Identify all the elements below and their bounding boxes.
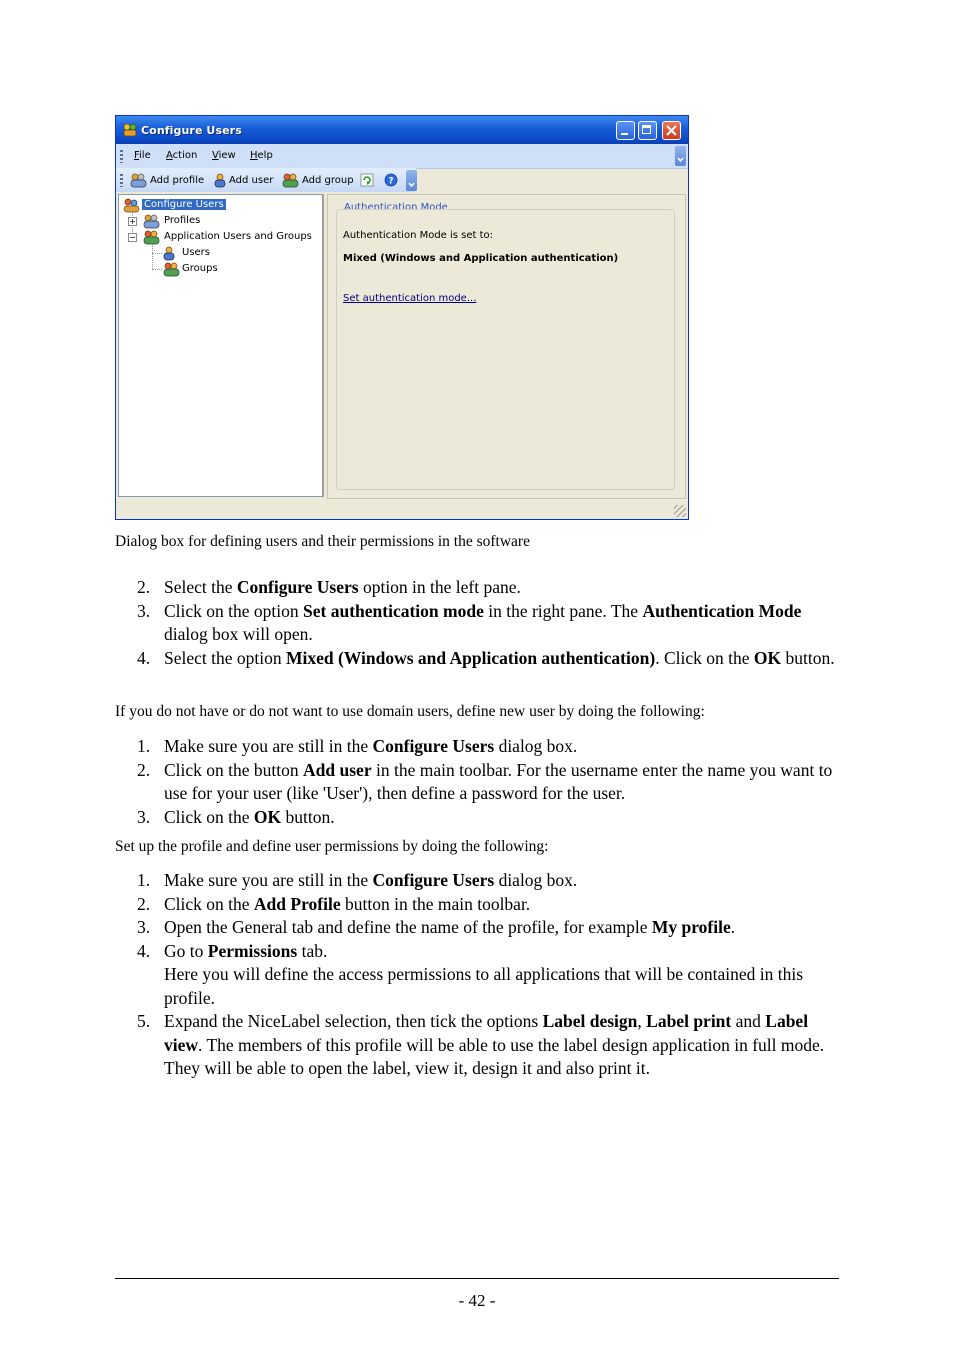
svg-text:?: ? <box>388 176 394 187</box>
list-item-text: dialog box will open. <box>164 624 313 644</box>
users-key-icon <box>122 122 138 138</box>
tree-pane[interactable] <box>118 194 324 497</box>
profiles-icon <box>143 214 160 229</box>
list-item-text: Click on the button <box>164 759 304 780</box>
refresh-icon <box>360 173 374 187</box>
tree-profiles-label: Profiles <box>164 215 201 226</box>
add-profile-label: Add profile <box>150 175 205 186</box>
minimize-icon <box>621 133 628 135</box>
list-item-number: 1. <box>137 870 151 890</box>
bold-text: Set authentication mode <box>303 600 484 621</box>
list-item-text: button. <box>281 806 335 827</box>
footer-rule <box>115 1278 839 1279</box>
chevron-down-icon <box>406 170 417 191</box>
window-body <box>116 192 688 519</box>
tree-connector <box>152 241 153 269</box>
bold-text: Add Profile <box>253 893 341 914</box>
menu-file[interactable]: File <box>134 150 151 161</box>
tree-item-groups[interactable] <box>163 262 263 276</box>
list-item <box>115 759 840 806</box>
auth-mode-value: Mixed (Windows and Application authentication) <box>343 253 619 264</box>
main-toolbar <box>116 168 416 192</box>
toolbar-overflow-chevron[interactable] <box>406 170 417 191</box>
auth-mode-section-title: Authentication Mode <box>344 202 448 213</box>
list-item-text: Expand the NiceLabel selection, then tick the options <box>164 1011 543 1031</box>
list-item-text: Make sure you are still in the <box>164 870 373 890</box>
app-users-groups-icon <box>143 230 160 245</box>
bold-text: Configure Users <box>372 870 495 890</box>
auth-mode-label: Authentication Mode is set to: <box>343 230 494 241</box>
bold-text: Label view <box>164 1011 809 1055</box>
menu-view[interactable]: View <box>212 150 236 161</box>
list-item-text: button. <box>781 647 835 668</box>
list-item-number: 3. <box>137 806 151 827</box>
list-item-number: 4. <box>137 647 151 668</box>
steps-list-new-user <box>115 735 840 829</box>
title-bar[interactable] <box>116 116 688 144</box>
tree-users-label: Users <box>182 247 211 258</box>
list-item-text: in the right pane. The <box>483 600 643 621</box>
list-item <box>115 600 840 647</box>
list-item-number: 2. <box>137 759 151 780</box>
list-item-number: 3. <box>137 917 151 937</box>
bold-text: My profile <box>651 917 731 937</box>
list-item-text: , <box>637 1011 647 1031</box>
bold-text: Add user <box>303 759 372 780</box>
bold-text: Authentication Mode <box>642 600 802 621</box>
tree-groups-label: Groups <box>182 263 218 274</box>
resize-grip[interactable] <box>674 505 686 517</box>
tree-app-users-groups-label: Application Users and Groups <box>164 231 312 242</box>
bold-text: Label design <box>542 1011 638 1031</box>
list-item <box>115 735 840 759</box>
list-item-text: and <box>731 1011 766 1031</box>
menu-grip[interactable] <box>120 150 123 163</box>
add-user-label: Add user <box>229 175 274 186</box>
add-group-label: Add group <box>302 175 354 186</box>
help-icon <box>384 173 398 187</box>
expand-plus-icon[interactable]: + <box>129 217 136 226</box>
list-item-text: option in the left pane. <box>358 577 521 597</box>
toolbar-grip[interactable] <box>120 174 123 187</box>
steps-list-authentication <box>115 576 840 670</box>
configure-users-window <box>115 115 689 520</box>
tree-connector <box>152 269 162 270</box>
list-item <box>115 647 840 671</box>
paragraph-profile: Set up the profile and define user permissions by doing the following: <box>115 838 549 855</box>
add-group-button[interactable] <box>282 173 354 189</box>
list-item-text: dialog box. <box>494 736 578 756</box>
tree-item-profiles[interactable] <box>128 214 308 228</box>
list-item <box>115 916 840 940</box>
minimize-button[interactable] <box>616 121 635 140</box>
list-item-number: 3. <box>137 600 151 621</box>
page-number: - 42 - <box>458 1291 496 1310</box>
help-button[interactable] <box>384 173 401 189</box>
list-item <box>115 576 840 600</box>
list-item <box>115 869 840 893</box>
steps-list-profile <box>115 869 840 1081</box>
list-item-text: . The members of this profile will be able to use the label design application in full mode. They will be able to open the label, view it, design it and also print it. <box>164 1034 825 1078</box>
add-profile-icon <box>130 173 147 188</box>
tree-root-label: Configure Users <box>144 199 224 210</box>
list-item-number: 5. <box>137 1011 151 1031</box>
set-auth-mode-link[interactable]: Set authentication mode... <box>343 293 477 304</box>
bold-text: Permissions <box>207 940 298 961</box>
maximize-button[interactable] <box>638 121 657 140</box>
bold-text: Configure Users <box>236 577 359 597</box>
group-icon <box>163 262 180 277</box>
tree-connector <box>152 253 162 254</box>
list-item-text: tab. <box>297 940 328 961</box>
user-icon <box>163 246 175 261</box>
menu-help[interactable]: Help <box>250 150 273 161</box>
list-item-number: 4. <box>137 940 151 961</box>
bold-text: Configure Users <box>372 736 495 756</box>
auth-mode-groupbox <box>336 209 675 490</box>
list-item-text: Click on the option <box>164 600 304 621</box>
close-icon <box>666 125 677 136</box>
list-item-text: Open the General tab and define the name of the profile, for example <box>164 917 652 937</box>
list-item <box>115 893 840 917</box>
tree-item-app-users-groups[interactable] <box>128 230 318 244</box>
list-item-text: Click on the <box>164 893 254 914</box>
menu-overflow-chevron[interactable] <box>675 146 686 166</box>
list-item-text: Go to <box>164 940 208 961</box>
menu-action[interactable]: Action <box>166 150 198 161</box>
add-user-icon <box>214 173 226 188</box>
menu-bar <box>116 144 688 169</box>
list-item <box>115 1010 840 1081</box>
list-item-text: button in the main toolbar. <box>340 893 531 914</box>
list-item-text: . <box>730 917 736 937</box>
list-item-text: Here you will define the access permissions to all applications that will be contained in this profile. <box>164 964 804 1008</box>
list-item-text: in the main toolbar. For the username enter the name you want to use for your user (like 'User'), then define a password for the user. <box>164 759 833 803</box>
paragraph-new-user: If you do not have or do not want to use domain users, define new user by doing the following: <box>115 703 705 720</box>
add-profile-button[interactable] <box>130 173 204 189</box>
add-group-icon <box>282 173 299 188</box>
figure-caption: Dialog box for defining users and their permissions in the software <box>115 533 530 550</box>
close-button[interactable] <box>662 121 681 140</box>
list-item-text: Select the option <box>164 647 286 668</box>
maximize-icon <box>642 125 651 134</box>
bold-text: OK <box>253 806 282 827</box>
list-item-number: 2. <box>137 577 151 597</box>
list-item-text: Click on the <box>164 806 254 827</box>
list-item-number: 2. <box>137 893 151 914</box>
list-item <box>115 940 840 1011</box>
bold-text: OK <box>753 647 782 668</box>
tree-item-users[interactable] <box>163 246 263 260</box>
collapse-minus-icon[interactable]: − <box>129 233 136 242</box>
refresh-button[interactable] <box>360 173 377 189</box>
configure-users-icon <box>123 198 140 213</box>
list-item <box>115 806 840 830</box>
list-item-text: dialog box. <box>494 870 578 890</box>
add-user-button[interactable] <box>214 173 273 189</box>
details-pane <box>327 194 686 499</box>
list-item-text: Make sure you are still in the <box>164 736 373 756</box>
window-title: Configure Users <box>141 124 242 137</box>
list-item-number: 1. <box>137 736 151 756</box>
bold-text: Mixed (Windows and Application authentication) <box>286 647 656 668</box>
list-item-text: . Click on the <box>655 647 754 668</box>
bold-text: Label print <box>646 1011 732 1031</box>
list-item-text: Select the <box>164 577 237 597</box>
chevron-down-icon <box>675 146 686 166</box>
